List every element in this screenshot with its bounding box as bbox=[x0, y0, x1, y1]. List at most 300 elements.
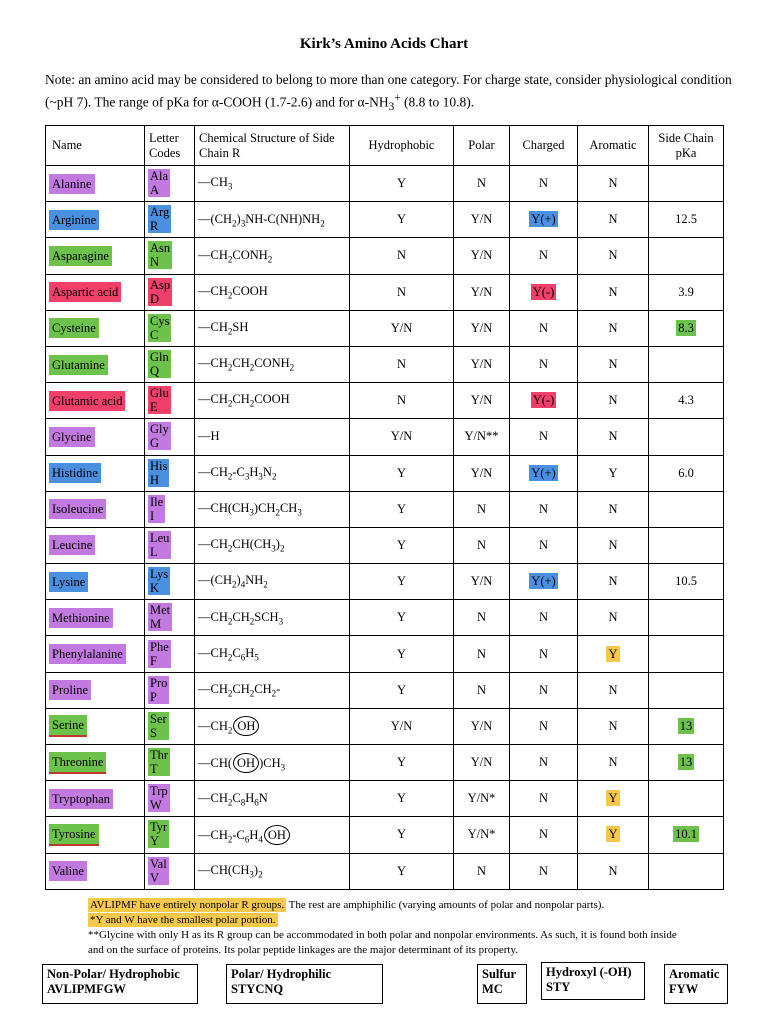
legend-aromatic-letters: FYW bbox=[669, 982, 699, 996]
charged-value: N bbox=[538, 537, 549, 552]
one-letter-code: F bbox=[150, 653, 157, 668]
cell-letter-codes bbox=[145, 455, 195, 491]
letter-code-box bbox=[148, 820, 169, 848]
footer-highlight-yw: *Y and W have the smallest polar portion. bbox=[90, 914, 276, 926]
aromatic-value: N bbox=[608, 176, 618, 191]
cell-pka bbox=[649, 817, 724, 853]
amino-acid-name: Serine bbox=[49, 715, 87, 737]
charged-value: N bbox=[538, 176, 549, 191]
cell-structure bbox=[195, 636, 350, 672]
polar-value: Y/N* bbox=[467, 791, 496, 806]
cell-structure bbox=[195, 672, 350, 708]
three-letter-code: Gln bbox=[150, 350, 169, 365]
letter-code-box bbox=[148, 422, 171, 450]
cell-name bbox=[46, 166, 145, 202]
pka-value: 13 bbox=[679, 718, 693, 733]
three-letter-code: Arg bbox=[150, 205, 170, 220]
cell-aromatic bbox=[578, 600, 649, 636]
three-letter-code: Pro bbox=[150, 675, 168, 690]
cell-hydrophobic bbox=[350, 310, 454, 346]
cell-name bbox=[46, 274, 145, 310]
hydrophobic-value: Y/N bbox=[390, 429, 413, 444]
cell-structure bbox=[195, 817, 350, 853]
cell-letter-codes bbox=[145, 564, 195, 600]
header-polar: Polar bbox=[454, 126, 510, 166]
cell-structure bbox=[195, 745, 350, 781]
hydrophobic-value: Y bbox=[396, 791, 407, 806]
page-title: Kirk’s Amino Acids Chart bbox=[299, 36, 469, 52]
cell-structure bbox=[195, 202, 350, 238]
legend-aromatic-title: Aromatic bbox=[669, 967, 720, 981]
cell-hydrophobic bbox=[350, 781, 454, 817]
one-letter-code: H bbox=[150, 472, 160, 487]
three-letter-code: Val bbox=[150, 856, 167, 871]
amino-acid-name: Isoleucine bbox=[49, 499, 106, 519]
side-chain-formula: $—CH_2CH_2COOH$ bbox=[198, 392, 290, 409]
pka-value bbox=[684, 175, 688, 191]
cell-hydrophobic bbox=[350, 564, 454, 600]
cell-charged bbox=[510, 419, 578, 455]
hydrophobic-value: Y bbox=[396, 610, 407, 625]
legend-polar-letters: STYCNQ bbox=[231, 982, 284, 996]
cell-aromatic bbox=[578, 781, 649, 817]
cell-polar bbox=[454, 853, 510, 889]
charged-value: N bbox=[538, 791, 549, 806]
cell-aromatic bbox=[578, 274, 649, 310]
letter-code-box bbox=[148, 857, 169, 885]
cell-pka bbox=[649, 672, 724, 708]
cell-pka bbox=[649, 310, 724, 346]
aromatic-value: N bbox=[608, 863, 618, 878]
table-row-phenylalanine bbox=[46, 636, 724, 672]
cell-aromatic bbox=[578, 853, 649, 889]
cell-name bbox=[46, 346, 145, 382]
cell-polar bbox=[454, 781, 510, 817]
aromatic-value: N bbox=[608, 248, 618, 263]
polar-value: Y/N bbox=[470, 212, 493, 227]
pka-value bbox=[684, 682, 688, 698]
cell-pka bbox=[649, 564, 724, 600]
pka-value bbox=[684, 863, 688, 879]
cell-structure bbox=[195, 383, 350, 419]
cell-charged bbox=[510, 166, 578, 202]
polar-value: Y/N bbox=[470, 393, 493, 408]
cell-charged bbox=[510, 527, 578, 563]
pka-value bbox=[684, 501, 688, 517]
cell-name bbox=[46, 419, 145, 455]
pka-value: 6.0 bbox=[678, 465, 694, 480]
pka-value: 13 bbox=[679, 755, 693, 770]
one-letter-code: N bbox=[150, 255, 160, 270]
one-letter-code: Q bbox=[150, 364, 160, 379]
cell-pka bbox=[649, 491, 724, 527]
three-letter-code: Phe bbox=[150, 639, 169, 654]
one-letter-code: V bbox=[150, 870, 160, 885]
cell-name bbox=[46, 527, 145, 563]
cell-letter-codes bbox=[145, 166, 195, 202]
letter-code-box bbox=[148, 459, 169, 487]
note-tail: (8.8 to 10.8). bbox=[400, 94, 475, 110]
cell-aromatic bbox=[578, 564, 649, 600]
letter-code-box bbox=[148, 386, 171, 414]
cell-hydrophobic bbox=[350, 600, 454, 636]
cell-charged bbox=[510, 817, 578, 853]
amino-acid-name: Arginine bbox=[49, 210, 99, 230]
cell-pka bbox=[649, 238, 724, 274]
cell-pka bbox=[649, 527, 724, 563]
amino-acid-name: Histidine bbox=[49, 463, 101, 483]
cell-letter-codes bbox=[145, 781, 195, 817]
side-chain-formula: $—CH_2CH_2CH_2-$ bbox=[198, 681, 281, 699]
table-row-proline bbox=[46, 672, 724, 708]
cell-pka bbox=[649, 745, 724, 781]
letter-code-box bbox=[148, 603, 172, 631]
cell-polar bbox=[454, 672, 510, 708]
cell-letter-codes bbox=[145, 672, 195, 708]
charged-value: Y(-) bbox=[532, 284, 555, 299]
cell-aromatic bbox=[578, 527, 649, 563]
three-letter-code: Glu bbox=[150, 386, 169, 401]
polar-value: N bbox=[476, 176, 487, 191]
aromatic-value: N bbox=[608, 320, 618, 335]
cell-polar bbox=[454, 527, 510, 563]
amino-acid-name: Alanine bbox=[49, 174, 95, 194]
cell-polar bbox=[454, 166, 510, 202]
side-chain-formula: —H bbox=[198, 429, 220, 444]
hydroxyl-circle: OH bbox=[264, 825, 290, 845]
letter-code-box bbox=[148, 314, 171, 342]
amino-acid-name: Cysteine bbox=[49, 318, 99, 338]
cell-hydrophobic bbox=[350, 745, 454, 781]
header-structure: Chemical Structure of Side Chain R bbox=[195, 126, 350, 166]
cell-structure bbox=[195, 455, 350, 491]
header-letter-codes: Letter Codes bbox=[145, 126, 195, 166]
one-letter-code: C bbox=[150, 327, 159, 342]
cell-name bbox=[46, 708, 145, 744]
cell-name bbox=[46, 202, 145, 238]
pka-value: 8.3 bbox=[678, 320, 694, 335]
cell-hydrophobic bbox=[350, 455, 454, 491]
cell-polar bbox=[454, 202, 510, 238]
hydrophobic-value: Y bbox=[396, 176, 407, 191]
amino-acid-name: Tyrosine bbox=[49, 824, 99, 846]
cell-pka bbox=[649, 202, 724, 238]
aromatic-value: Y bbox=[608, 827, 618, 842]
cell-structure bbox=[195, 346, 350, 382]
pka-value: 10.1 bbox=[675, 827, 697, 842]
aromatic-value: N bbox=[608, 429, 618, 444]
cell-letter-codes bbox=[145, 853, 195, 889]
cell-aromatic bbox=[578, 310, 649, 346]
cell-charged bbox=[510, 346, 578, 382]
cell-polar bbox=[454, 274, 510, 310]
header-pka: Side Chain pKa bbox=[649, 126, 724, 166]
note-text: Note: an amino acid may be considered to belong to more than one category. For charge state, consider physiological condition (~pH 7). The range of pKa for α-COOH (1.7-2.6) and for α-NH bbox=[45, 72, 732, 110]
cell-hydrophobic bbox=[350, 274, 454, 310]
aromatic-value: Y bbox=[608, 646, 618, 661]
polar-value: Y/N** bbox=[464, 429, 499, 444]
three-letter-code: Ile bbox=[150, 494, 164, 509]
cell-structure bbox=[195, 166, 350, 202]
hydrophobic-value: Y bbox=[396, 863, 407, 878]
cell-polar bbox=[454, 310, 510, 346]
polar-value: N bbox=[476, 501, 487, 516]
note-paragraph bbox=[45, 70, 735, 117]
hydrophobic-value: Y bbox=[396, 646, 407, 661]
hydrophobic-value: Y bbox=[396, 827, 407, 842]
three-letter-code: Trp bbox=[150, 784, 168, 799]
side-chain-formula-pre: $—CH_2-C_6H_4$ bbox=[198, 827, 263, 845]
cell-name bbox=[46, 310, 145, 346]
charged-value: N bbox=[538, 646, 549, 661]
cell-polar bbox=[454, 383, 510, 419]
cell-pka bbox=[649, 455, 724, 491]
cell-structure bbox=[195, 238, 350, 274]
cell-aromatic bbox=[578, 166, 649, 202]
aromatic-value: N bbox=[608, 574, 618, 589]
hydrophobic-value: Y bbox=[396, 212, 407, 227]
aromatic-value: N bbox=[608, 718, 618, 733]
cell-letter-codes bbox=[145, 745, 195, 781]
cell-charged bbox=[510, 600, 578, 636]
legend-hydroxyl-title: Hydroxyl (-OH) bbox=[546, 965, 632, 979]
hydroxyl-circle: OH bbox=[233, 753, 259, 773]
cell-charged bbox=[510, 708, 578, 744]
cell-letter-codes bbox=[145, 202, 195, 238]
cell-structure bbox=[195, 853, 350, 889]
side-chain-formula: $—CH_2C_8H_6N$ bbox=[198, 790, 268, 808]
table-row-glutamine bbox=[46, 346, 724, 382]
three-letter-code: His bbox=[150, 458, 168, 473]
pka-value: 12.5 bbox=[675, 212, 697, 227]
polar-value: Y/N bbox=[470, 718, 493, 733]
cell-pka bbox=[649, 781, 724, 817]
cell-aromatic bbox=[578, 745, 649, 781]
note-superscript: + bbox=[394, 92, 401, 104]
table-row-cysteine bbox=[46, 310, 724, 346]
cell-aromatic bbox=[578, 636, 649, 672]
cell-name bbox=[46, 491, 145, 527]
amino-acid-table bbox=[45, 125, 724, 890]
hydrophobic-value: Y/N bbox=[390, 718, 413, 733]
pka-value bbox=[684, 646, 688, 662]
cell-hydrophobic bbox=[350, 527, 454, 563]
hydrophobic-value: Y bbox=[396, 574, 407, 589]
side-chain-formula: $—CH_2CH_2SCH_3$ bbox=[198, 609, 284, 627]
charged-value: N bbox=[538, 827, 549, 842]
polar-value: Y/N bbox=[470, 574, 493, 589]
cell-charged bbox=[510, 491, 578, 527]
side-chain-formula: $—CH_2CH(CH_3)_2$ bbox=[198, 537, 285, 554]
cell-pka bbox=[649, 274, 724, 310]
cell-aromatic bbox=[578, 491, 649, 527]
side-chain-formula: $—CH_2C_6H_5$ bbox=[198, 645, 259, 663]
cell-polar bbox=[454, 745, 510, 781]
cell-name bbox=[46, 781, 145, 817]
cell-hydrophobic bbox=[350, 238, 454, 274]
table-header-row bbox=[46, 126, 724, 166]
cell-pka bbox=[649, 383, 724, 419]
cell-charged bbox=[510, 853, 578, 889]
cell-structure bbox=[195, 708, 350, 744]
three-letter-code: Ala bbox=[150, 169, 169, 184]
polar-value: N bbox=[476, 610, 487, 625]
cell-hydrophobic bbox=[350, 383, 454, 419]
one-letter-code: R bbox=[150, 219, 159, 234]
charged-value: N bbox=[538, 357, 549, 372]
table-row-glutamic-acid bbox=[46, 383, 724, 419]
polar-value: N bbox=[476, 682, 487, 697]
cell-structure bbox=[195, 781, 350, 817]
pka-value bbox=[684, 609, 688, 625]
cell-letter-codes bbox=[145, 310, 195, 346]
hydrophobic-value: Y bbox=[396, 465, 407, 480]
legend-aromatic-box bbox=[664, 964, 728, 1004]
table-row-tyrosine bbox=[46, 817, 724, 853]
aromatic-value: N bbox=[608, 610, 618, 625]
pka-value: 4.3 bbox=[678, 393, 694, 408]
cell-charged bbox=[510, 274, 578, 310]
letter-code-box bbox=[148, 350, 171, 378]
note-subscript: 3 bbox=[388, 101, 395, 114]
cell-charged bbox=[510, 564, 578, 600]
polar-value: N bbox=[476, 537, 487, 552]
three-letter-code: Ser bbox=[150, 711, 167, 726]
charged-value: N bbox=[538, 863, 549, 878]
cell-hydrophobic bbox=[350, 708, 454, 744]
cell-charged bbox=[510, 238, 578, 274]
cell-letter-codes bbox=[145, 419, 195, 455]
footer-line-1-rest: The rest are amphiphilic (varying amounts of polar and nonpolar parts). bbox=[286, 899, 605, 911]
one-letter-code: I bbox=[150, 508, 155, 523]
amino-acid-name: Threonine bbox=[49, 752, 106, 774]
three-letter-code: Cys bbox=[150, 313, 170, 328]
amino-acid-name: Lysine bbox=[49, 572, 88, 592]
cell-polar bbox=[454, 636, 510, 672]
cell-structure bbox=[195, 564, 350, 600]
side-chain-formula: $—CH_3$ bbox=[198, 175, 233, 192]
cell-name bbox=[46, 817, 145, 853]
polar-value: N bbox=[476, 646, 487, 661]
aromatic-value: N bbox=[608, 393, 618, 408]
cell-name bbox=[46, 564, 145, 600]
polar-value: Y/N bbox=[470, 465, 493, 480]
cell-charged bbox=[510, 202, 578, 238]
charged-value: N bbox=[538, 429, 549, 444]
legend-nonpolar-box bbox=[42, 964, 198, 1004]
cell-aromatic bbox=[578, 817, 649, 853]
aromatic-value: N bbox=[608, 537, 618, 552]
polar-value: N bbox=[476, 863, 487, 878]
legend-polar-box bbox=[226, 964, 383, 1004]
cell-aromatic bbox=[578, 672, 649, 708]
table-row-threonine bbox=[46, 745, 724, 781]
pka-value bbox=[684, 247, 688, 263]
table-row-isoleucine bbox=[46, 491, 724, 527]
cell-polar bbox=[454, 346, 510, 382]
cell-hydrophobic bbox=[350, 853, 454, 889]
polar-value: Y/N bbox=[470, 755, 493, 770]
amino-acid-name: Glutamic acid bbox=[49, 391, 125, 411]
cell-name bbox=[46, 455, 145, 491]
cell-charged bbox=[510, 310, 578, 346]
table-row-aspartic-acid bbox=[46, 274, 724, 310]
charged-value: Y(+) bbox=[531, 574, 556, 589]
aromatic-value: N bbox=[608, 755, 618, 770]
one-letter-code: E bbox=[150, 400, 158, 415]
one-letter-code: K bbox=[150, 581, 160, 596]
hydrophobic-value: Y bbox=[396, 755, 407, 770]
amino-acid-name: Methionine bbox=[49, 608, 113, 628]
cell-charged bbox=[510, 745, 578, 781]
hydrophobic-value: Y/N bbox=[390, 320, 413, 335]
legend-sulfur-title: Sulfur bbox=[482, 967, 517, 981]
three-letter-code: Asp bbox=[150, 277, 171, 292]
letter-code-box bbox=[148, 676, 169, 704]
letter-code-box bbox=[148, 640, 171, 668]
aromatic-value: N bbox=[608, 357, 618, 372]
footer-highlight-nonpolar: AVLIPMF have entirely nonpolar R groups. bbox=[90, 899, 285, 911]
polar-value: Y/N* bbox=[467, 827, 496, 842]
one-letter-code: A bbox=[150, 183, 160, 198]
letter-code-box bbox=[148, 567, 170, 595]
cell-charged bbox=[510, 672, 578, 708]
cell-polar bbox=[454, 238, 510, 274]
pka-value: 10.5 bbox=[675, 574, 697, 589]
three-letter-code: Gly bbox=[150, 422, 169, 437]
table-row-valine bbox=[46, 853, 724, 889]
cell-name bbox=[46, 600, 145, 636]
footer-line-1 bbox=[88, 898, 688, 913]
legend-nonpolar-title: Non-Polar/ Hydrophobic bbox=[47, 967, 180, 981]
cell-letter-codes bbox=[145, 708, 195, 744]
amino-acid-name: Aspartic acid bbox=[49, 282, 121, 302]
cell-polar bbox=[454, 419, 510, 455]
side-chain-formula: $—(CH_2)_3NH-C(NH)NH_2$ bbox=[198, 211, 325, 229]
cell-polar bbox=[454, 600, 510, 636]
cell-charged bbox=[510, 383, 578, 419]
cell-structure bbox=[195, 491, 350, 527]
three-letter-code: Asn bbox=[150, 241, 171, 256]
one-letter-code: M bbox=[150, 617, 162, 632]
cell-hydrophobic bbox=[350, 202, 454, 238]
side-chain-formula: $—CH(CH_3)_2$ bbox=[198, 862, 263, 880]
one-letter-code: S bbox=[150, 725, 157, 740]
letter-code-box bbox=[148, 241, 172, 269]
legend-polar-title: Polar/ Hydrophilic bbox=[231, 967, 332, 981]
header-charged: Charged bbox=[510, 126, 578, 166]
charged-value: N bbox=[538, 320, 549, 335]
letter-code-box bbox=[148, 748, 170, 776]
aromatic-value: Y bbox=[608, 465, 618, 480]
letter-code-box bbox=[148, 712, 169, 740]
table-row-alanine bbox=[46, 166, 724, 202]
cell-hydrophobic bbox=[350, 672, 454, 708]
cell-hydrophobic bbox=[350, 491, 454, 527]
pka-value bbox=[684, 537, 688, 553]
charged-value: N bbox=[538, 501, 549, 516]
hydrophobic-value: N bbox=[396, 357, 407, 372]
cell-letter-codes bbox=[145, 600, 195, 636]
one-letter-code: P bbox=[150, 689, 157, 704]
charged-value: N bbox=[538, 248, 549, 263]
legend-nonpolar-letters: AVLIPMFGW bbox=[47, 982, 126, 996]
letter-code-box bbox=[148, 278, 172, 306]
cell-letter-codes bbox=[145, 491, 195, 527]
charged-value: Y(+) bbox=[531, 465, 556, 480]
letter-code-box bbox=[148, 205, 171, 233]
charged-value: N bbox=[538, 610, 549, 625]
